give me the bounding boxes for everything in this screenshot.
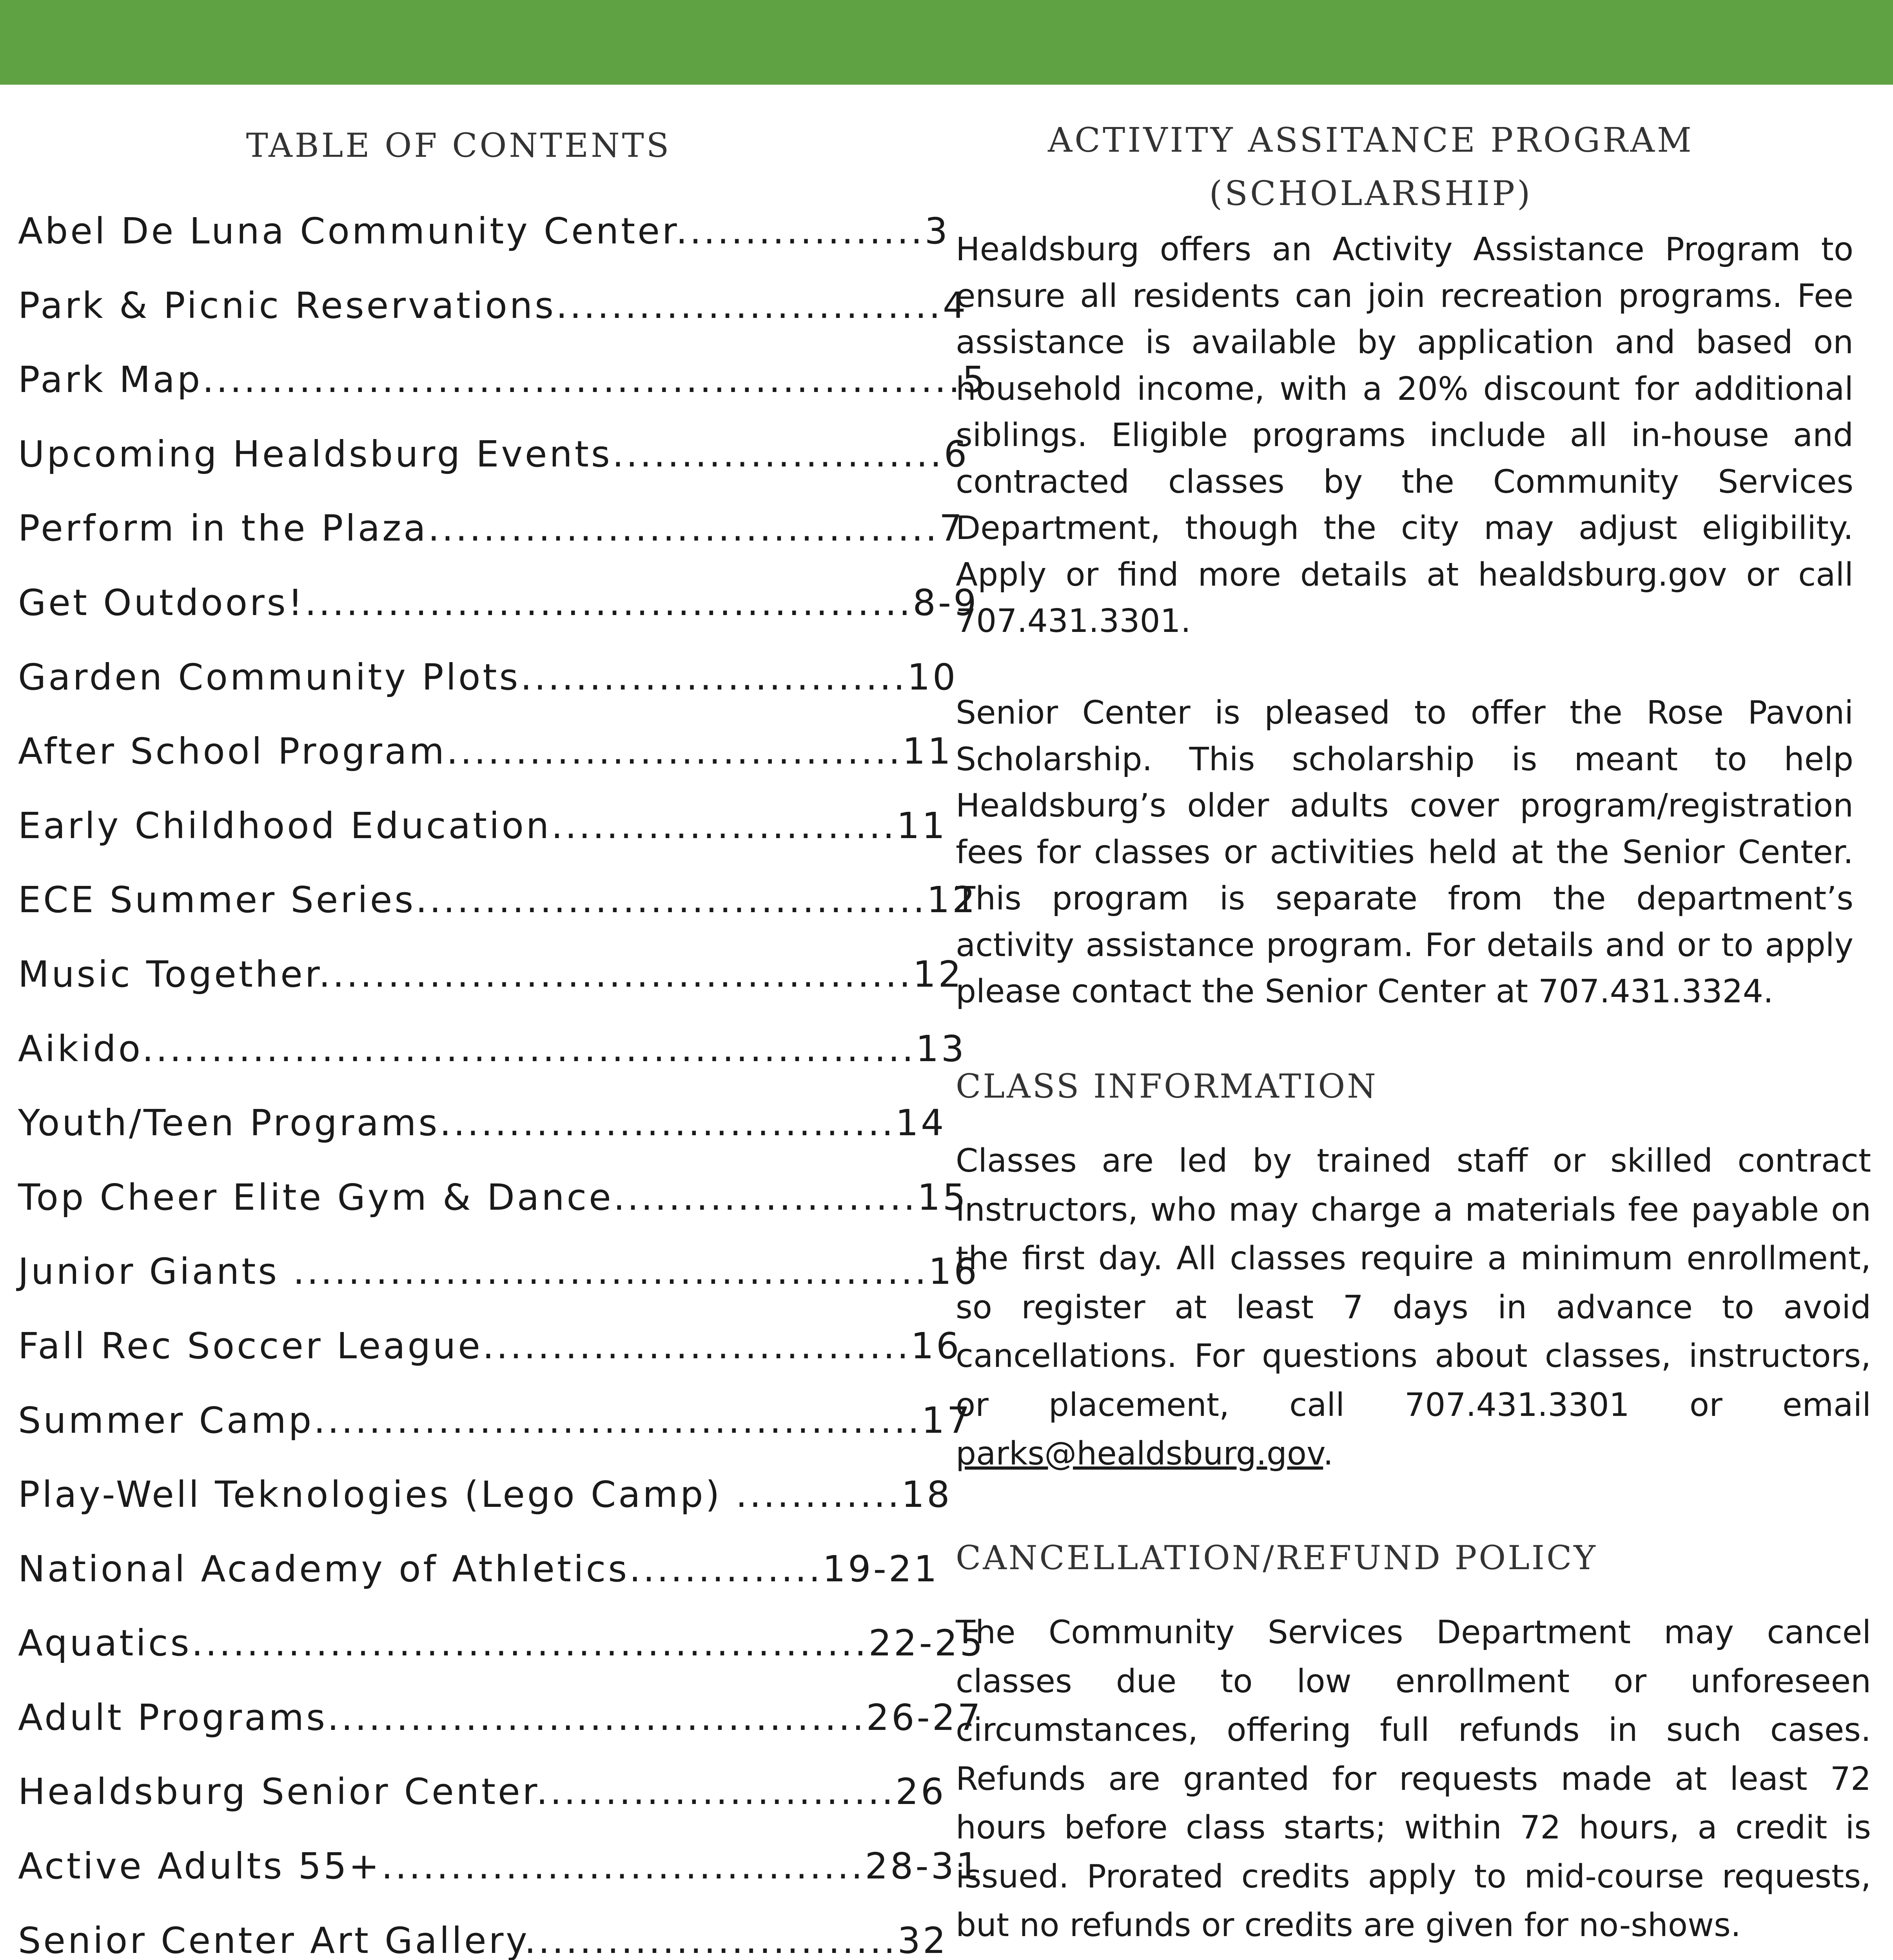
- toc-item: Upcoming Healdsburg Events........................6: [18, 433, 969, 475]
- toc-item: Active Adults 55+...................................28-31: [18, 1845, 982, 1887]
- toc-item: Early Childhood Education.........................11: [18, 804, 947, 847]
- parks-email-link[interactable]: parks@healdsburg.gov: [956, 1435, 1323, 1472]
- toc-item: Senior Center Art Gallery...........................32: [18, 1919, 948, 1960]
- activity-assistance-title-line2: (SCHOLARSHIP): [1209, 174, 1533, 213]
- toc-item: ECE Summer Series.....................................12: [18, 879, 978, 921]
- toc-list: [18, 204, 988, 1960]
- toc-item: Youth/Teen Programs.................................14: [18, 1102, 946, 1144]
- toc-item: Abel De Luna Community Center..................3: [18, 210, 950, 252]
- class-information-heading: CLASS INFORMATION: [956, 1067, 1378, 1105]
- toc-item: Garden Community Plots............................10: [18, 656, 958, 698]
- toc-item: Music Together...........................................12: [18, 953, 964, 995]
- toc-item: Aikido........................................................13: [18, 1027, 967, 1070]
- top-banner: [0, 0, 1893, 85]
- class-information-text: Classes are led by trained staff or skilled contract instructors, who may charge a materials fee payable on the first day. All classes require a minimum enrollment, so register at least 7 days in advance to avoid cancellations. For questions about classes, instructors, or placement, call 707.431.3301 or email: [956, 1142, 1871, 1424]
- toc-item: Perform in the Plaza.....................................7: [18, 507, 965, 550]
- toc-item: Junior Giants ..............................................16: [18, 1250, 979, 1293]
- toc-item: Top Cheer Elite Gym & Dance......................15: [18, 1176, 968, 1218]
- class-information-paragraph: [956, 1137, 1871, 1479]
- toc-item: National Academy of Athletics..............19-21: [18, 1548, 939, 1590]
- activity-assistance-title: [956, 114, 1786, 220]
- activity-assistance-title-line1: ACTIVITY ASSITANCE PROGRAM: [1048, 121, 1694, 160]
- class-information-end: .: [1323, 1435, 1334, 1472]
- toc-item: Park & Picnic Reservations............................4: [18, 284, 968, 327]
- rose-pavoni-scholarship-paragraph: Senior Center is pleased to offer the Rose Pavoni Scholarship. This scholarship is meant to help Healdsburg’s older adults cover program/registration fees for classes or activities held at the Senior Center. This program is separate from the department’s activity assistance program. For details and or to apply please contact the Senior Center at 707.431.3324.: [956, 694, 1853, 1010]
- toc-item: Fall Rec Soccer League...............................16: [18, 1325, 962, 1367]
- toc-item: Healdsburg Senior Center..........................26: [18, 1771, 946, 1813]
- cancellation-paragraph: The Community Services Department may cancel classes due to low enrollment or unforeseen circumstances, offering full refunds in such cases. Refunds are granted for requests made at least 72 hours before class starts; within 72 hours, a credit is issued. Prorated credits apply to mid-course requests, but no refunds or credits are given for no-shows.: [956, 1614, 1871, 1944]
- toc-item: Play-Well Teknologies (Lego Camp) ............18: [18, 1474, 952, 1516]
- toc-item: After School Program.................................11: [18, 730, 953, 773]
- toc-item: Aquatics.................................................22-25: [18, 1622, 985, 1664]
- toc-item: Park Map.......................................................5: [18, 359, 988, 401]
- cancellation-heading: CANCELLATION/REFUND POLICY: [956, 1539, 1597, 1577]
- toc-title: TABLE OF CONTENTS: [246, 126, 672, 165]
- toc-item: Summer Camp............................................17: [18, 1399, 973, 1441]
- toc-item: Get Outdoors!............................................8-9: [18, 581, 979, 624]
- activity-assistance-paragraph: Healdsburg offers an Activity Assistance Program to ensure all residents can join recreation programs. Fee assistance is available by application and based on household income, with a 20% discount for additional siblings. Eligible programs include all in-house and contracted classes by the Community Services Department, though the city may adjust eligibility. Apply or find more details at healdsburg.gov or call 707.431.3301.: [956, 231, 1853, 640]
- toc-item: Adult Programs.......................................26-27: [18, 1696, 983, 1739]
